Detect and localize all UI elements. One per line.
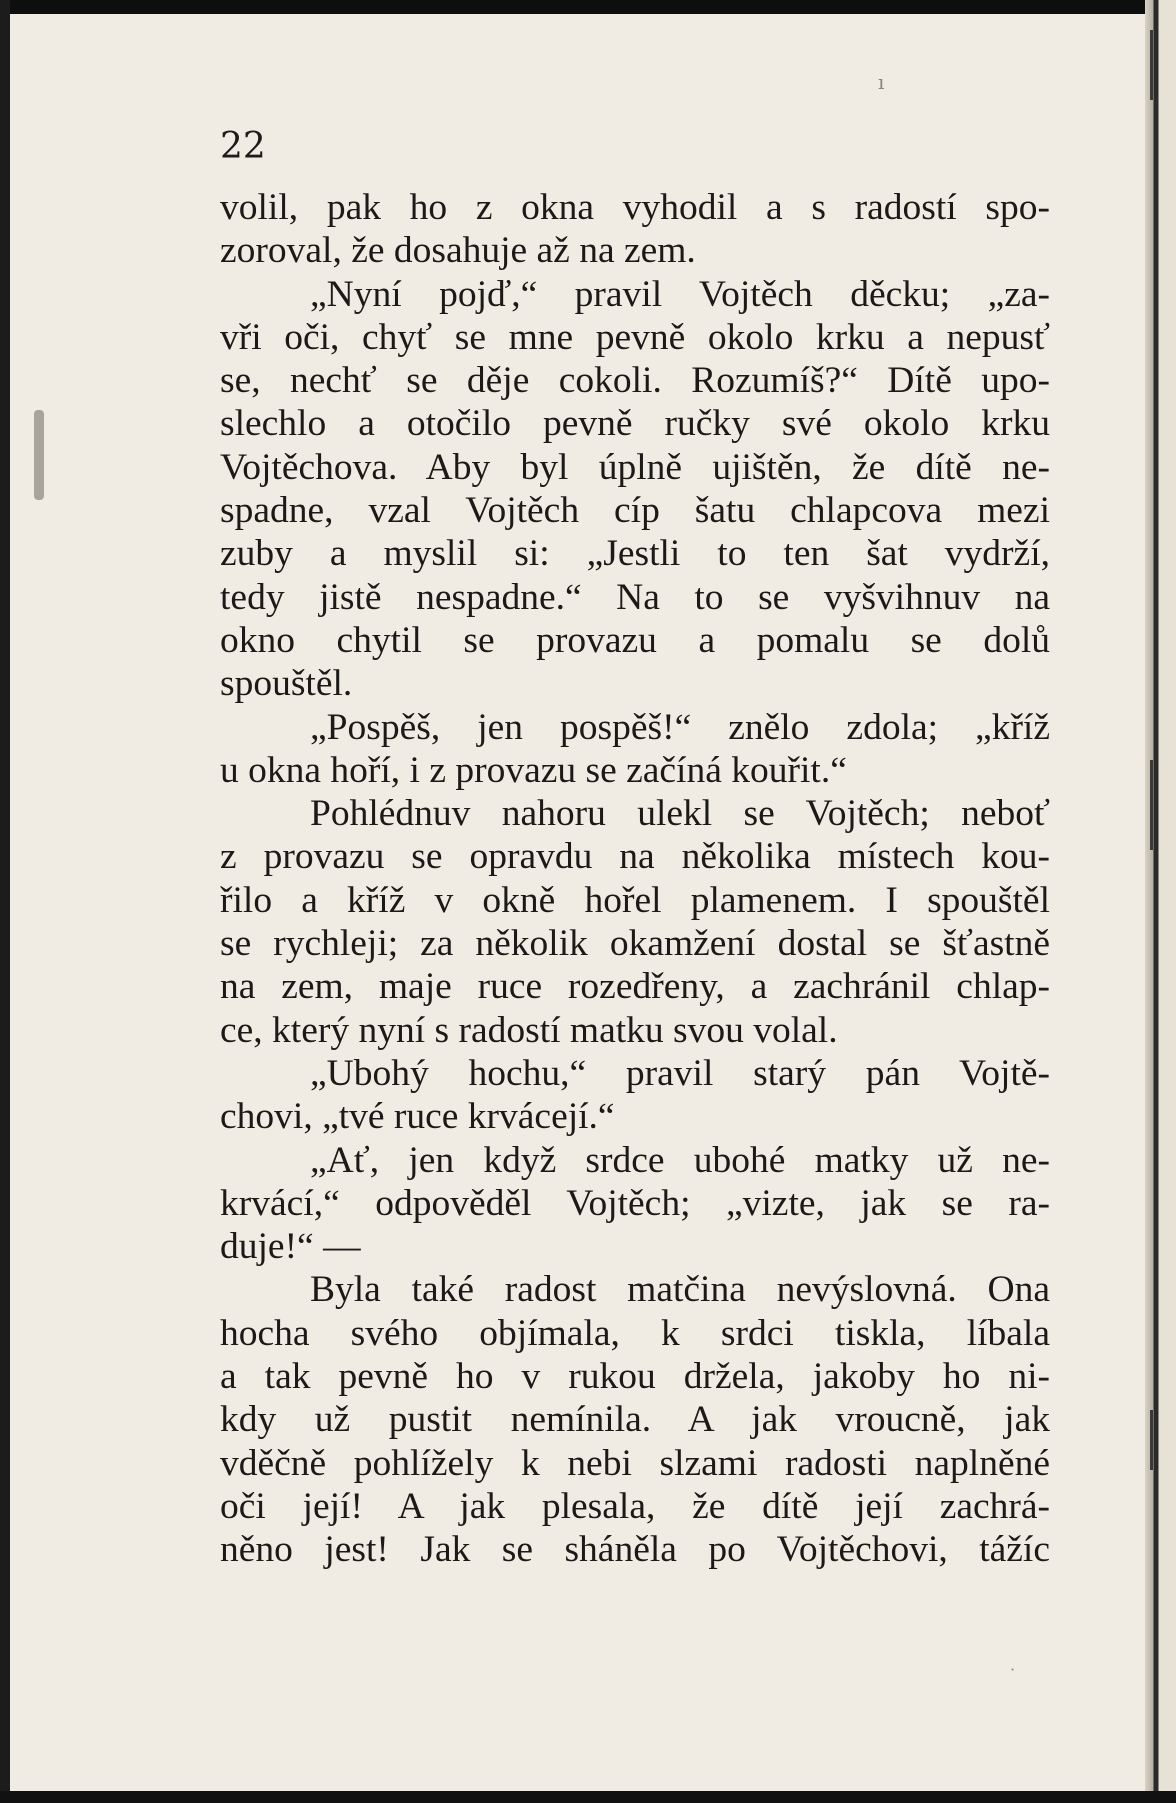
text-line: „Ubohý hochu,“ pravil starý pán Vojtě- xyxy=(310,1052,1050,1094)
text-line: na zem, maje ruce rozedřeny, a zachránil chlap- xyxy=(220,966,1050,1008)
scan-border-top xyxy=(0,0,1176,14)
text-line: hocha svého objímala, k srdci tiskla, líbala xyxy=(220,1312,1050,1354)
text-line: okno chytil se provazu a pomalu se dolů xyxy=(220,619,1050,661)
text-line: Vojtěchova. Aby byl úplně ujištěn, že dítě ne- xyxy=(220,446,1050,488)
text-line: „Pospěš, jen pospěš!“ znělo zdola; „kříž xyxy=(310,706,1050,748)
text-line: spouštěl. xyxy=(220,663,353,705)
text-line: a tak pevně ho v rukou držela, jakoby ho ni- xyxy=(220,1356,1050,1398)
scan-border-bottom xyxy=(0,1791,1176,1803)
text-line: Pohlédnuv nahoru ulekl se Vojtěch; neboť xyxy=(310,793,1050,835)
stray-mark: ı xyxy=(878,70,885,94)
text-line: ce, který nyní s radostí matku svou volal. xyxy=(220,1009,838,1051)
text-line: oči její! A jak plesala, že dítě její zachrá- xyxy=(220,1485,1050,1527)
text-line: slechlo a otočilo pevně ručky své okolo krku xyxy=(220,403,1050,445)
text-line: krvácí,“ odpověděl Vojtěch; „vizte, jak se ra- xyxy=(220,1182,1050,1224)
text-line: zuby a myslil si: „Jestli to ten šat vydrží, xyxy=(220,533,1050,575)
scan-border-right xyxy=(1145,0,1176,1803)
stray-mark: ˙ xyxy=(1008,1666,1017,1687)
text-line: kdy už pustit nemínila. A jak vroucně, jak xyxy=(220,1399,1050,1441)
text-line: se rychleji; za několik okamžení dostal se šťastně xyxy=(220,923,1050,965)
page-smudge xyxy=(34,410,44,500)
text-line: volil, pak ho z okna vyhodil a s radostí spo- xyxy=(220,187,1050,228)
scan-border-left xyxy=(0,0,10,1803)
text-line: se, nechť se děje cokoli. Rozumíš?“ Dítě upo- xyxy=(220,360,1050,402)
gutter-mark xyxy=(1150,1410,1153,1470)
gutter-mark xyxy=(1150,760,1153,850)
text-line: spadne, vzal Vojtěch cíp šatu chlapcova mezi xyxy=(220,490,1050,532)
text-line: duje!“ — xyxy=(220,1226,361,1268)
text-line: „Ať, jen když srdce ubohé matky už ne- xyxy=(310,1139,1050,1181)
text-line: Byla také radost matčina nevýslovná. Ona xyxy=(310,1269,1050,1311)
text-line: zoroval, že dosahuje až na zem. xyxy=(220,230,696,272)
gutter-mark xyxy=(1150,30,1153,100)
body-text xyxy=(220,186,1050,1572)
text-line: chovi, „tvé ruce krvácejí.“ xyxy=(220,1096,615,1138)
text-line: z provazu se opravdu na několika místech kou- xyxy=(220,836,1050,878)
text-line: vři oči, chyť se mne pevně okolo krku a nepusť xyxy=(220,316,1050,358)
text-line: „Nyní pojď,“ pravil Vojtěch děcku; „za- xyxy=(310,273,1050,315)
text-line: řilo a kříž v okně hořel plamenem. I spouštěl xyxy=(220,879,1050,921)
text-line: vděčně pohlížely k nebi slzami radosti naplněné xyxy=(220,1442,1050,1484)
text-line: u okna hoří, i z provazu se začíná kouřit.“ xyxy=(220,749,847,791)
text-line: tedy jistě nespadne.“ Na to se vyšvihnuv na xyxy=(220,576,1050,618)
text-line: něno jest! Jak se sháněla po Vojtěchovi, tážíc xyxy=(220,1529,1050,1571)
page-number: 22 xyxy=(220,126,266,167)
